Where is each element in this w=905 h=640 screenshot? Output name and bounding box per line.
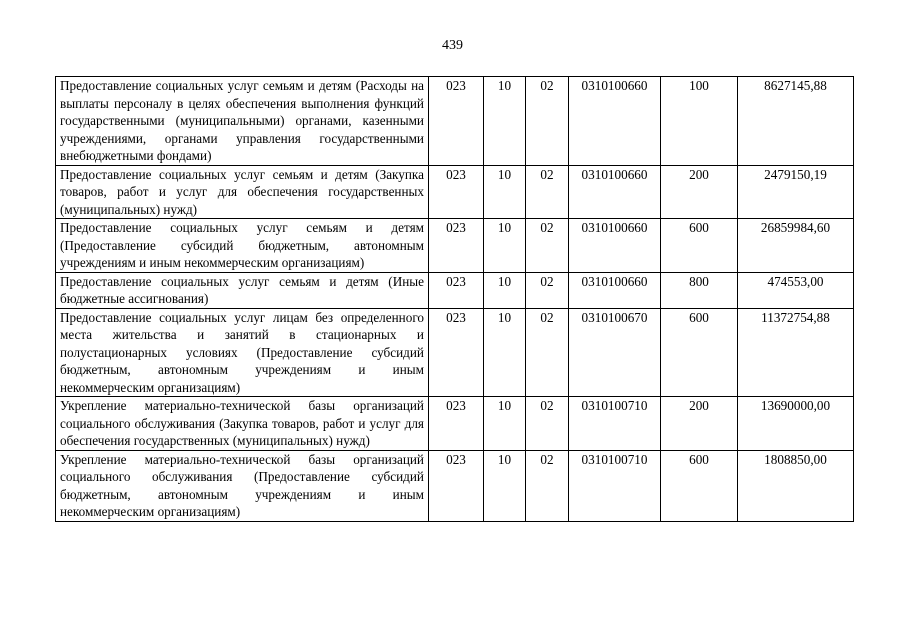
row-description: Предоставление социальных услуг лицам без определенного места жительства и занятий в стационарных и полустационарных условиях (Предоставление субсидий бюджетным, автономным учреждениям и иным некоммерческим организациям) <box>56 308 429 397</box>
table-row <box>56 397 854 451</box>
table-row <box>56 308 854 397</box>
row-ministry-code: 023 <box>429 272 484 308</box>
row-section-code: 10 <box>484 165 526 219</box>
row-target-article: 0310100670 <box>569 308 661 397</box>
row-ministry-code: 023 <box>429 450 484 521</box>
row-expense-type: 100 <box>661 77 738 166</box>
row-target-article: 0310100710 <box>569 450 661 521</box>
row-description: Предоставление социальных услуг семьям и детям (Расходы на выплаты персоналу в целях обеспечения выполнения функций государственными (муниципальными) органами, казенными учреждениями, органами управления государственными внебюджетными фондами) <box>56 77 429 166</box>
row-target-article: 0310100660 <box>569 77 661 166</box>
row-section-code: 10 <box>484 272 526 308</box>
row-subsection-code: 02 <box>526 272 569 308</box>
row-amount: 11372754,88 <box>738 308 854 397</box>
row-description: Укрепление материально-технической базы организаций социального обслуживания (Предоставление субсидий бюджетным, автономным учреждениям и иным некоммерческим организациям) <box>56 450 429 521</box>
page-number: 439 <box>442 38 463 53</box>
row-expense-type: 200 <box>661 165 738 219</box>
row-ministry-code: 023 <box>429 219 484 273</box>
table-row <box>56 272 854 308</box>
table-row <box>56 450 854 521</box>
row-expense-type: 200 <box>661 397 738 451</box>
row-ministry-code: 023 <box>429 77 484 166</box>
row-target-article: 0310100660 <box>569 272 661 308</box>
row-expense-type: 800 <box>661 272 738 308</box>
row-target-article: 0310100660 <box>569 165 661 219</box>
budget-table-body <box>56 77 854 522</box>
row-section-code: 10 <box>484 77 526 166</box>
row-ministry-code: 023 <box>429 165 484 219</box>
row-subsection-code: 02 <box>526 165 569 219</box>
row-amount: 474553,00 <box>738 272 854 308</box>
row-target-article: 0310100660 <box>569 219 661 273</box>
row-amount: 26859984,60 <box>738 219 854 273</box>
row-description: Предоставление социальных услуг семьям и детям (Закупка товаров, работ и услуг для обеспечения государственных (муниципальных) нужд) <box>56 165 429 219</box>
row-subsection-code: 02 <box>526 308 569 397</box>
row-section-code: 10 <box>484 450 526 521</box>
table-row <box>56 77 854 166</box>
row-description: Укрепление материально-технической базы организаций социального обслуживания (Закупка товаров, работ и услуг для обеспечения государственных (муниципальных) нужд) <box>56 397 429 451</box>
row-subsection-code: 02 <box>526 397 569 451</box>
row-expense-type: 600 <box>661 450 738 521</box>
row-ministry-code: 023 <box>429 308 484 397</box>
row-section-code: 10 <box>484 308 526 397</box>
row-section-code: 10 <box>484 219 526 273</box>
row-amount: 8627145,88 <box>738 77 854 166</box>
row-expense-type: 600 <box>661 219 738 273</box>
row-ministry-code: 023 <box>429 397 484 451</box>
row-description: Предоставление социальных услуг семьям и детям (Иные бюджетные ассигнования) <box>56 272 429 308</box>
row-subsection-code: 02 <box>526 77 569 166</box>
row-section-code: 10 <box>484 397 526 451</box>
row-target-article: 0310100710 <box>569 397 661 451</box>
table-row <box>56 219 854 273</box>
row-expense-type: 600 <box>661 308 738 397</box>
row-subsection-code: 02 <box>526 219 569 273</box>
row-subsection-code: 02 <box>526 450 569 521</box>
row-description: Предоставление социальных услуг семьям и детям (Предоставление субсидий бюджетным, автономным учреждениям и иным некоммерческим организациям) <box>56 219 429 273</box>
row-amount: 2479150,19 <box>738 165 854 219</box>
row-amount: 1808850,00 <box>738 450 854 521</box>
row-amount: 13690000,00 <box>738 397 854 451</box>
table-row <box>56 165 854 219</box>
budget-table <box>55 76 854 522</box>
